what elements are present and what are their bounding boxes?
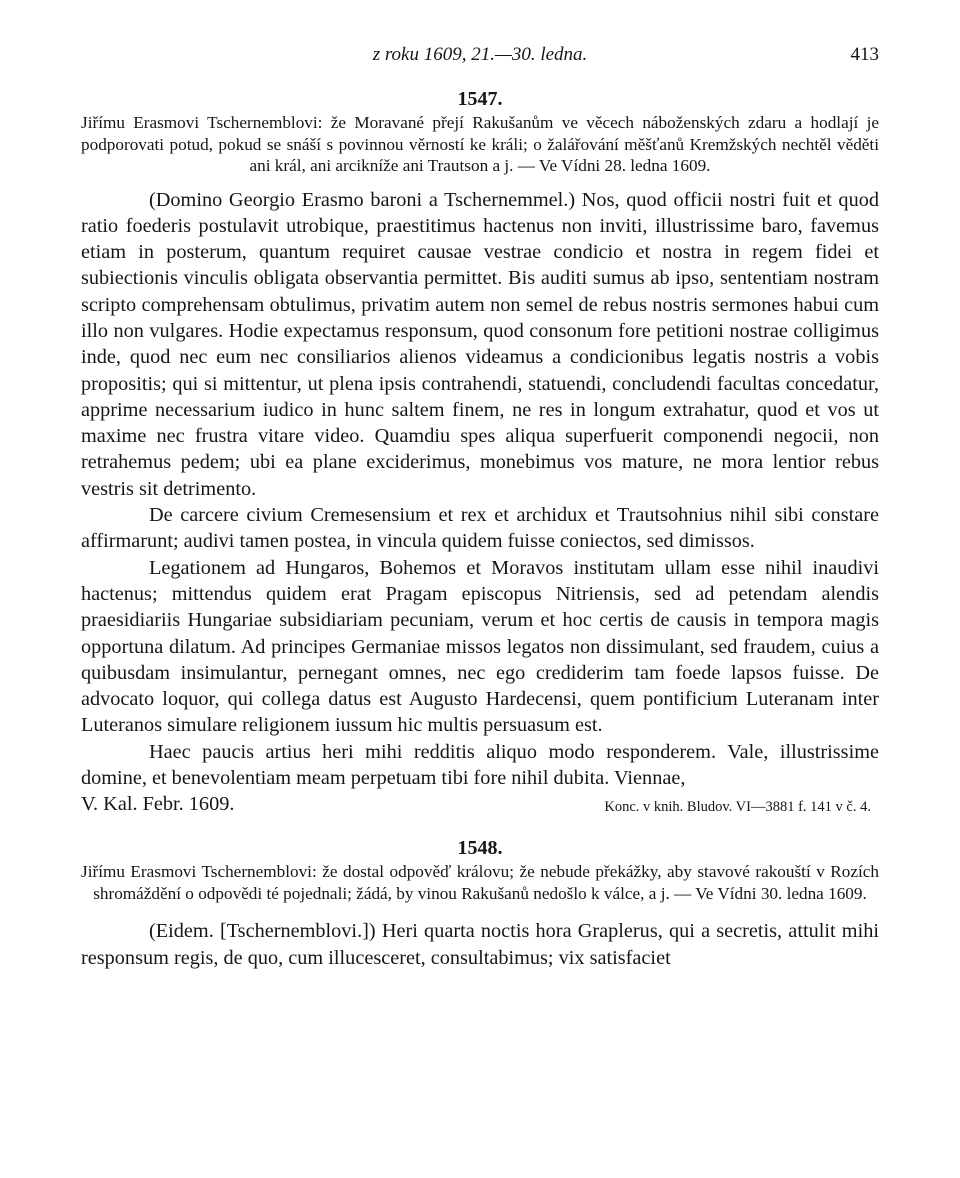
letter-paragraph: De carcere civium Cremesensium et rex et archidux et Trautsohnius nihil sibi constare affirmarunt; audivi tamen postea, in vincula quidem fuisse coniectos, sed dimissos. (81, 504, 879, 553)
page-number: 413 (850, 44, 879, 65)
entry-number: 1548. (457, 837, 503, 860)
entry-summary: Jiřímu Erasmovi Tschernemblovi: že dostal odpověď královu; že nebude překážky, aby stavové rakouští v Rozích shromáždění o odpovědi té pojednali; žádá, by vinou Rakušanů nedošlo k válce, a j. — Ve Vídni 30. ledna 1609. (81, 862, 879, 903)
document-page (81, 40, 879, 971)
letter-paragraph: Haec paucis artius heri mihi redditis aliquo modo responderem. Vale, illustrissime domine, et benevolentiam meam perpetuam tibi fore nihil dubita. Viennae, (81, 740, 879, 790)
letter-paragraph: (Eidem. [Tschernemblovi.]) Heri quarta noctis hora Graplerus, qui a secretis, attulit mihi responsum regis, de quo, cum illucesceret, consultabimus; vix satisfaciet (81, 920, 879, 969)
running-title: z roku 1609, 21.—30. ledna. (372, 44, 588, 65)
entry-summary: Jiřímu Erasmovi Tschernemblovi: že Moravané přejí Rakušanům ve věcech náboženských zdaru a hodlají je podporovati potud, pokud se snáší s povinnou věrností ke králi; o žalářování měšťanů Kremžských nechtěl věděti ani král, ani arcikníže ani Trautson a j. — Ve Vídni 28. ledna 1609. (81, 113, 879, 175)
entry-number: 1547. (457, 88, 503, 110)
entry-1548 (81, 835, 879, 971)
source-reference: Konc. v knih. Bludov. VI—3881 f. 141 v č. 4. (604, 799, 871, 816)
running-header (81, 40, 879, 74)
letter-paragraph: (Domino Georgio Erasmo baroni a Tschernemmel.) Nos, quod officii nostri fuit et quod ratio foederis postulavit utrobique, praestitimus hactenus non inviti, illustrissime baro, favemus etiam in posterum, quantum requiret causae vestrae condicio et nostra in regem fidei et subiectionis vinculis obligata observantia permittet. Bis auditi sumus ab ipso, sententiam nostram scripto comprehensam obtulimus, privatim autem non semel de rebus nostris sermones habui cum illo non vulgares. Hodie expectamus responsum, quod consonum fore petitioni nostrae colligimus inde, quod nec eum nec consiliarios alienos videamus a condicionibus legatis nostris a vobis propositis; qui si mittentur, ut plena ipsis contrahendi, statuendi, concludendi facultas concedatur, apprime necessarium iudico in hunc saltem finem, ne res in longum extrahatur, quod et vos ut maxime nec frustra vitare video. Quamdiu spes aliqua superfuerit componendi negocii, non retrahemus pedem; ubi ea plane exciderimus, monebimus vos mature, ne mora lentior rebus vestris sit detrimento. (81, 188, 879, 500)
letter-closing-line (81, 791, 879, 819)
letter-date: V. Kal. Febr. 1609. (81, 793, 235, 816)
letter-paragraph: Legationem ad Hungaros, Bohemos et Moravos institutam ullam esse nihil inaudivi hactenus; mittendus quidem erat Pragam episcopus Nitriensis, sed ad petendam alendis praesidiariis Hungariae subsidiariam pecuniam, verum et hoc certis de causis in tempora magis opportuna dilatum. Ad principes Germaniae missos legatos non dissimulant, sed fraudem, cuius a quibusdam insimulantur, pernegant omnes, nec ego crediderim tam foede lapsos fuisse. De advocato loquor, qui collega datus est Augusto Hardecensi, quem pontificium Luteranam inter Luteranos simulare religionem iussum hic multis persuasum est. (81, 556, 879, 737)
entry-1547 (81, 86, 879, 819)
